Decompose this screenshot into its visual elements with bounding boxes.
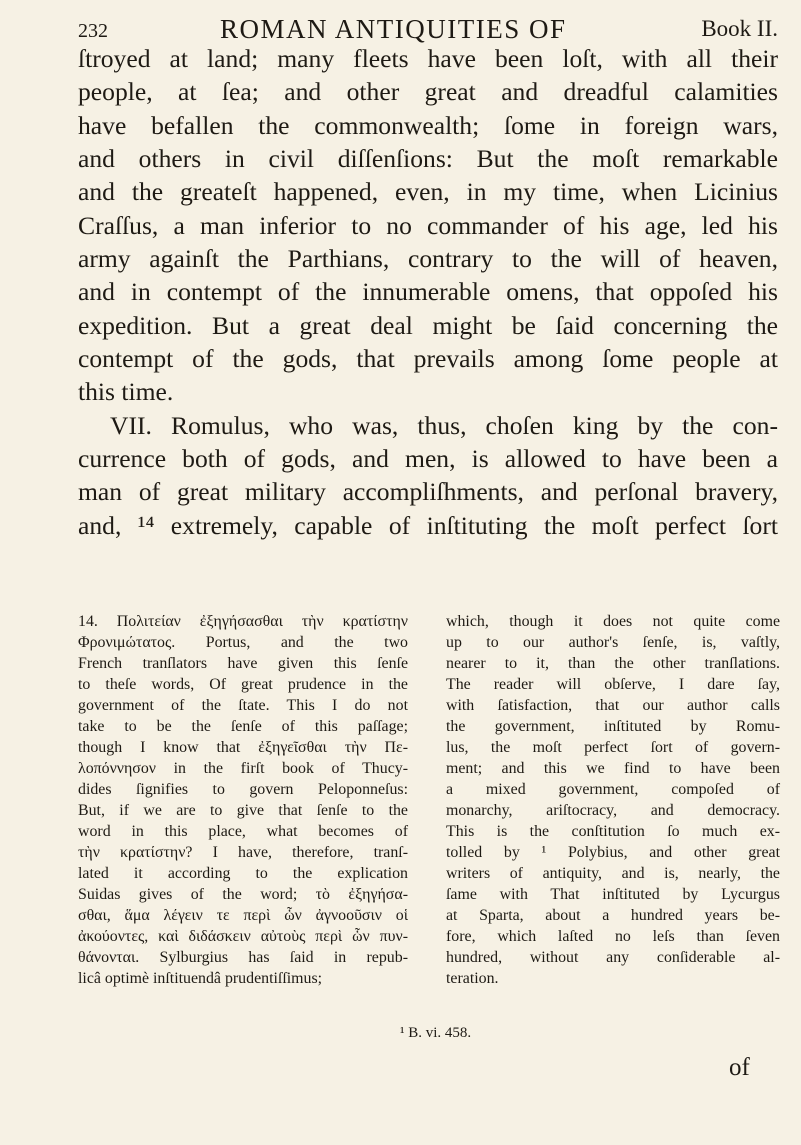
- text-line: currence both of gods, and men, is allowed to have been a: [78, 444, 778, 474]
- footnote-line: dides ſignifies to govern Peloponneſus:: [78, 781, 408, 798]
- footnote-line: French tranſlators have given this ſenſe: [78, 655, 408, 672]
- footnote-line: Φρονιμώτατος. Portus, and the two: [78, 634, 408, 651]
- footnote-line: nearer to it, than the other tranſlations.: [446, 655, 780, 672]
- text-line: and the greateſt happened, even, in my time, when Licinius: [78, 177, 778, 207]
- text-line: army againſt the Parthians, contrary to the will of heaven,: [78, 244, 778, 274]
- footnote-line: σθαι, ἅμα λέγειν τε περὶ ὧν ἀγνοοῦσιν οἱ: [78, 907, 408, 924]
- footnote-line: λοπόννησον in the firſt book of Thucy-: [78, 760, 408, 777]
- text-line: and, ¹⁴ extremely, capable of inſtituting the moſt perfect ſort: [78, 510, 778, 540]
- footnote-line: lated it according to the explication: [78, 865, 408, 882]
- footnote-line: government of the ſtate. This I do not: [78, 697, 408, 714]
- text-line: this time.: [78, 377, 174, 407]
- footnotes: [78, 611, 778, 1031]
- section-vii-line: VII. Romulus, who was, thus, choſen king by the con-: [110, 410, 778, 440]
- catchword: of: [729, 1054, 750, 1081]
- running-title: ROMAN ANTIQUITIES OF: [220, 14, 567, 44]
- text-line: man of great military accompliſhments, and perſonal bravery,: [78, 477, 778, 507]
- footnote-line: writers of antiquity, and is, nearly, the: [446, 865, 780, 882]
- footnote-line: But, if we are to give that ſenſe to the: [78, 802, 408, 819]
- footnote-line: monarchy, ariſtocracy, and democracy.: [446, 802, 780, 819]
- footnote-line: ſame with That inſtituted by Lycurgus: [446, 886, 780, 903]
- footnote-line: at Sparta, about a hundred years be-: [446, 907, 780, 924]
- text-line: and others in civil diſſenſions: But the moſt remarkable: [78, 144, 778, 174]
- footnote-line: θάνονται. Sylburgius has ſaid in repub-: [78, 949, 408, 966]
- footnote-line: word in this place, what becomes of: [78, 823, 408, 840]
- text-line: expedition. But a great deal might be ſaid concerning the: [78, 310, 778, 340]
- footnote-line: Suidas gives of the word; τὸ ἐξηγήσα-: [78, 886, 408, 903]
- text-line: ſtroyed at land; many fleets have been loſt, with all their: [78, 44, 778, 73]
- footnote-line: the government, inſtituted by Romu-: [446, 718, 780, 735]
- text-line: Craſſus, a man inferior to no commander of his age, led his: [78, 210, 778, 240]
- footnote-line: 14. Πολιτείαν ἐξηγήσασθαι τὴν κρατίστην: [78, 613, 408, 630]
- footnote-line: lus, the moſt perfect ſort of govern-: [446, 739, 780, 756]
- footnote-line: The reader will obſerve, I dare ſay,: [446, 676, 780, 693]
- footnote-line: fore, which laſted no leſs than ſeven: [446, 928, 780, 945]
- text-line: have befallen the commonwealth; ſome in foreign wars,: [78, 110, 778, 140]
- book-label: Book II.: [701, 16, 778, 41]
- footnote-line: hundred, without any conſiderable al-: [446, 949, 780, 966]
- text-line: contempt of the gods, that prevails among ſome people at: [78, 344, 778, 374]
- footnote-line: ἀκούοντες, καὶ διδάσκειν αὐτοὺς περὶ ὧν πυν-: [78, 928, 408, 945]
- footnote-line: teration.: [446, 970, 499, 987]
- footnote-line: with ſatisfaction, that our author calls: [446, 697, 780, 714]
- footnote-line: tolled by ¹ Polybius, and other great: [446, 844, 780, 861]
- footnote-left-column: [78, 611, 408, 989]
- sub-footnote: ¹ B. vi. 458.: [400, 1025, 472, 1041]
- footnote-line: ment; and this we find to have been: [446, 760, 780, 777]
- footnote-line: which, though it does not quite come: [446, 613, 780, 630]
- footnote-line: This is the conſtitution ſo much ex-: [446, 823, 780, 840]
- page-number: 232: [78, 20, 108, 42]
- text-line: people, at ſea; and other great and dreadful calamities: [78, 77, 778, 107]
- main-text: [78, 42, 778, 542]
- text-line: and in contempt of the innumerable omens, that oppoſed his: [78, 277, 778, 307]
- footnote-line: a mixed government, compoſed of: [446, 781, 780, 798]
- footnote-line: take to be the ſenſe of this paſſage;: [78, 718, 408, 735]
- footnote-line: to theſe words, Of great prudence in the: [78, 676, 408, 693]
- footnote-line: licâ optimè inſtituendâ prudentiſſimus;: [78, 970, 323, 987]
- footnote-line: τὴν κρατίστην? I have, therefore, tranſ-: [78, 844, 408, 861]
- footnote-right-column: [446, 611, 780, 989]
- footnote-line: up to our author's ſenſe, is, vaſtly,: [446, 634, 780, 651]
- footnote-line: though I know that ἐξηγεῖσθαι τὴν Πε-: [78, 739, 408, 756]
